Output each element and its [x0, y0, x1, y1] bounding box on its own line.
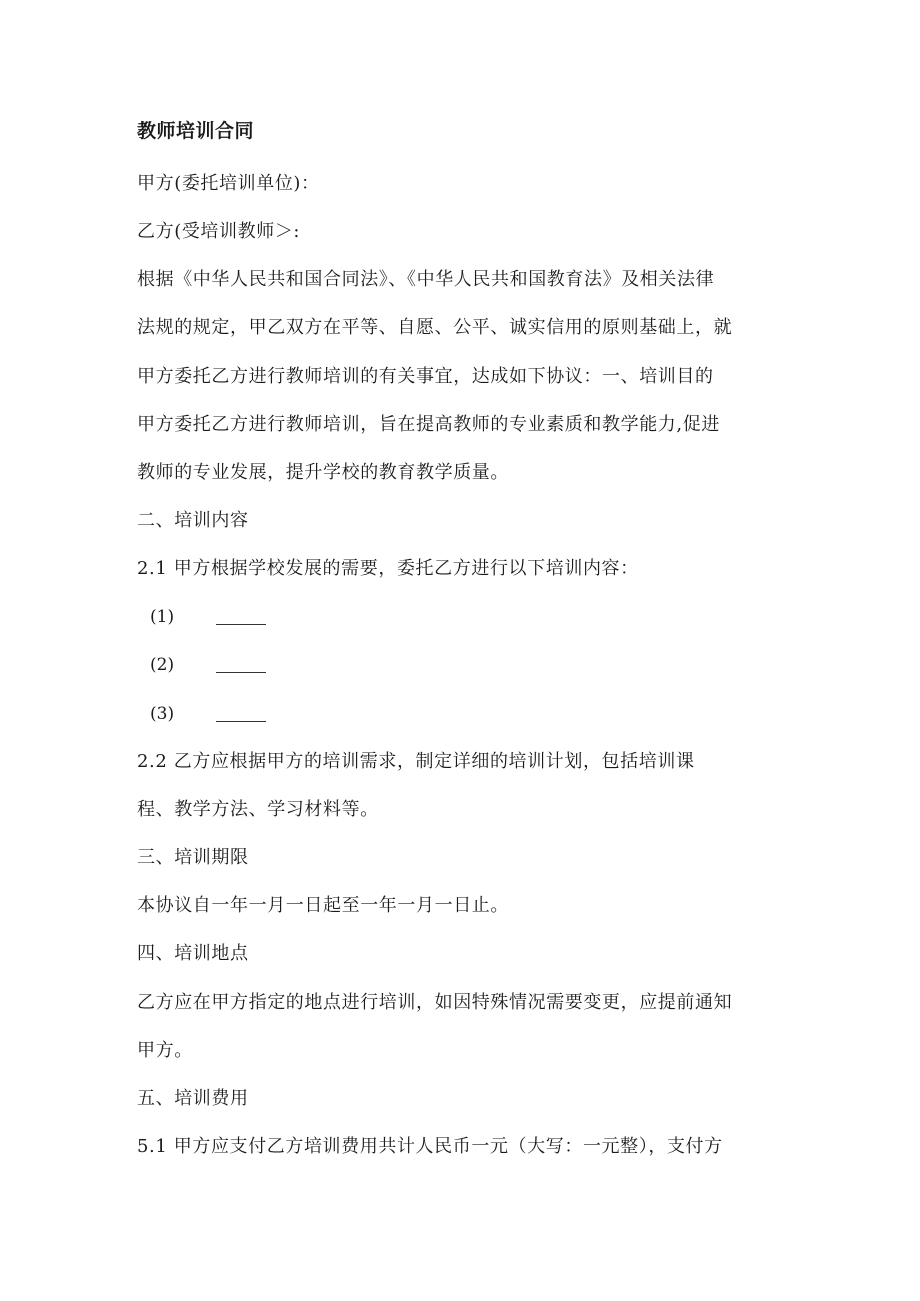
location-line-2: 甲方。: [137, 1040, 193, 1061]
clause-2-2-line-1: 2.2 乙方应根据甲方的培训需求，制定详细的培训计划，包括培训课: [137, 751, 695, 772]
clause-5-1: 5.1 甲方应支付乙方培训费用共计人民币一元（大写：一元整），支付方: [137, 1136, 723, 1157]
location-line-1: 乙方应在甲方指定的地点进行培训，如因特殊情况需要变更，应提前通知: [137, 992, 733, 1013]
list-item-1-blank: [216, 624, 266, 625]
preamble-line-1: 根据《中华人民共和国合同法》、《中华人民共和国教育法》及相关法律: [137, 269, 715, 290]
list-item-2-label: (2): [150, 655, 175, 675]
section-heading-fees: 五、培训费用: [137, 1088, 249, 1109]
list-item-2-blank: [216, 672, 266, 673]
period-line: 本协议自一年一月一日起至一年一月一日止。: [137, 895, 509, 916]
list-item-1-label: (1): [150, 607, 175, 627]
clause-2-2-line-2: 程、教学方法、学习材料等。: [137, 799, 379, 820]
party-b-line: 乙方(受培训教师＞:: [137, 221, 301, 242]
list-item-3-blank: [216, 721, 266, 722]
purpose-line-1: 甲方委托乙方进行教师培训，旨在提高教师的专业素质和教学能力,促进: [137, 414, 720, 435]
clause-2-1: 2.1 甲方根据学校发展的需要，委托乙方进行以下培训内容：: [137, 558, 639, 579]
section-heading-content: 二、培训内容: [137, 510, 249, 531]
document-title: 教师培训合同: [137, 120, 255, 142]
section-heading-period: 三、培训期限: [137, 847, 249, 868]
section-heading-location: 四、培训地点: [137, 943, 249, 964]
list-item-3-label: (3): [150, 704, 175, 724]
purpose-line-2: 教师的专业发展，提升学校的教育教学质量。: [137, 462, 509, 483]
preamble-line-2: 法规的规定，甲乙双方在平等、自愿、公平、诚实信用的原则基础上，就: [137, 317, 733, 338]
party-a-line: 甲方(委托培训单位)：: [137, 173, 320, 194]
preamble-line-3: 甲方委托乙方进行教师培训的有关事宜，达成如下协议：一、培训目的: [137, 366, 714, 387]
